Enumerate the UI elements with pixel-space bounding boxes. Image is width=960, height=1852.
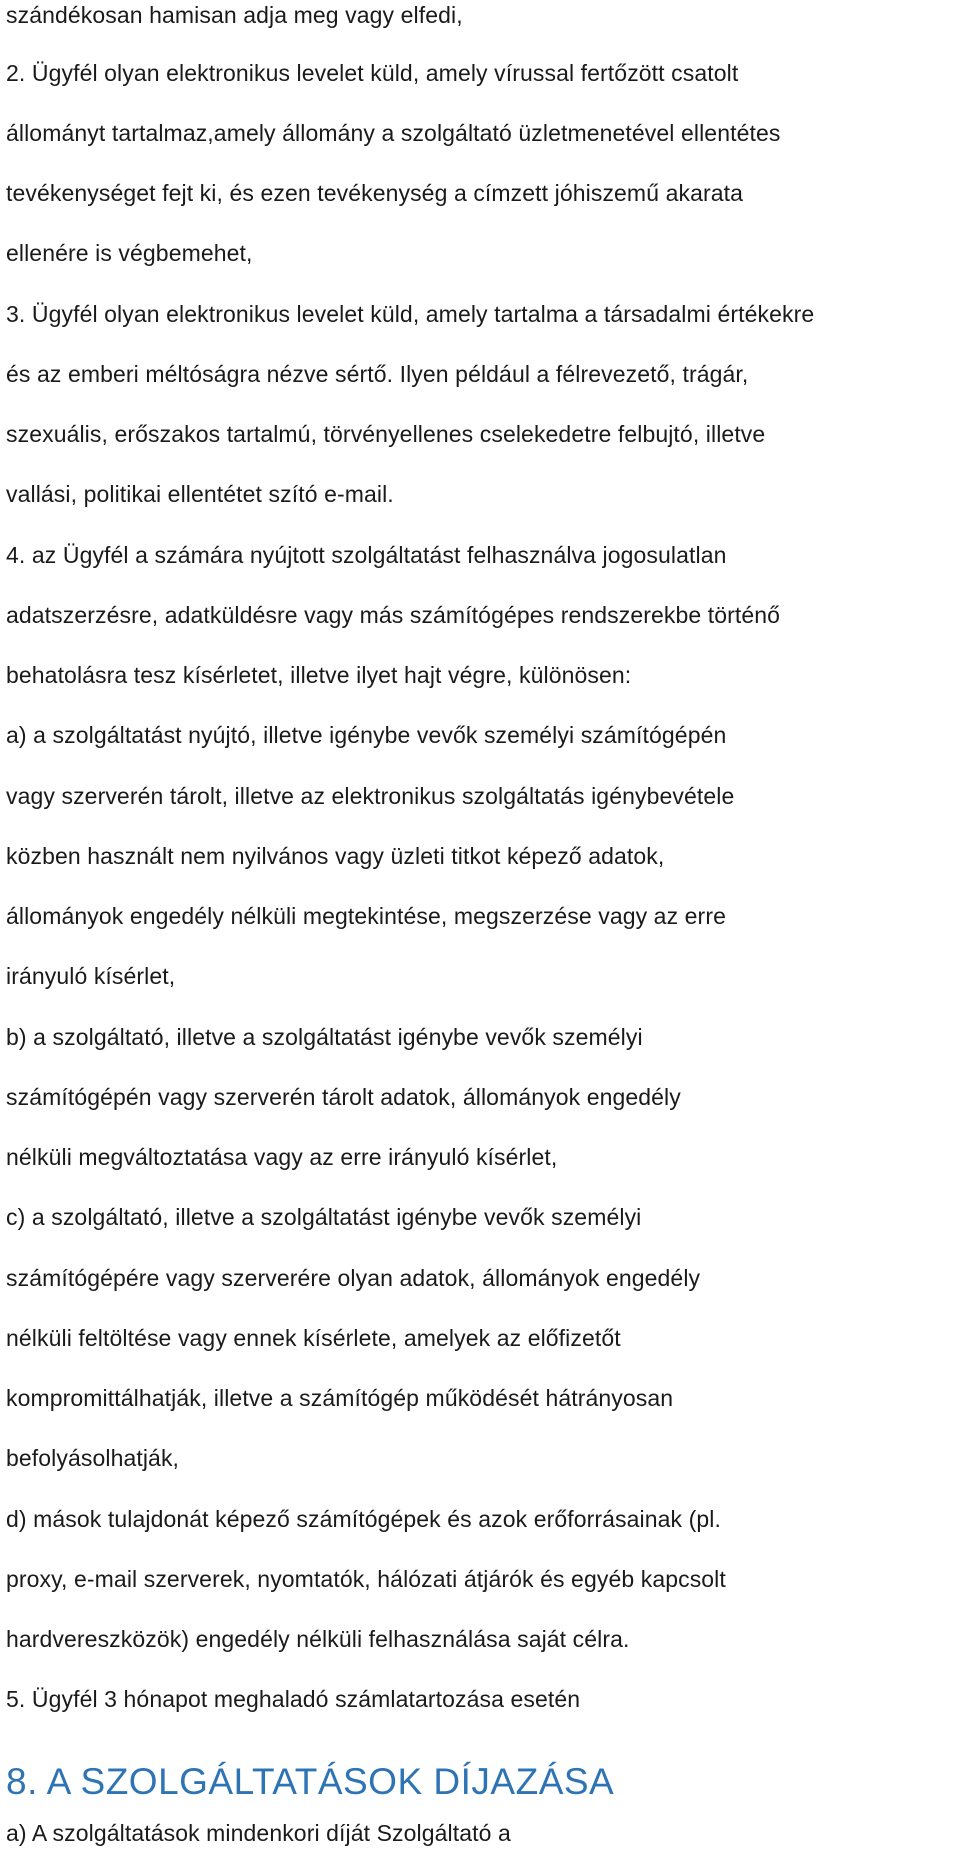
text-line: ellenére is végbemehet,: [6, 240, 253, 266]
text-line: vagy szerverén tárolt, illetve az elektronikus szolgáltatás igénybevétele: [6, 783, 735, 809]
text-line: szexuális, erőszakos tartalmú, törvényellenes cselekedetre felbujtó, illetve: [6, 421, 766, 447]
text-line: irányuló kísérlet,: [6, 963, 176, 989]
text-line: adatszerzésre, adatküldésre vagy más számítógépes rendszerekbe történő: [6, 602, 781, 628]
text-line: nélküli megváltoztatása vagy az erre irányuló kísérlet,: [6, 1144, 558, 1170]
text-line: behatolásra tesz kísérletet, illetve ilyet hajt végre, különösen:: [6, 662, 632, 688]
text-line: c) a szolgáltató, illetve a szolgáltatást igénybe vevők személyi: [6, 1204, 642, 1230]
text-line: és az emberi méltóságra nézve sértő. Ilyen például a félrevezető, trágár,: [6, 361, 749, 387]
text-line: a) A szolgáltatások mindenkori díját Szolgáltató a: [6, 1820, 511, 1846]
text-line: a) a szolgáltatást nyújtó, illetve igénybe vevők személyi számítógépén: [6, 722, 727, 748]
text-line: proxy, e-mail szerverek, nyomtatók, hálózati átjárók és egyéb kapcsolt: [6, 1566, 726, 1592]
text-line: befolyásolhatják,: [6, 1445, 180, 1471]
text-line: vallási, politikai ellentétet szító e-mail.: [6, 481, 394, 507]
text-line: állományok engedély nélküli megtekintése, megszerzése vagy az erre: [6, 903, 726, 929]
text-line: 4. az Ügyfél a számára nyújtott szolgáltatást felhasználva jogosulatlan: [6, 542, 727, 568]
text-line: b) a szolgáltató, illetve a szolgáltatást igénybe vevők személyi: [6, 1024, 643, 1050]
text-line: közben használt nem nyilvános vagy üzleti titkot képező adatok,: [6, 843, 665, 869]
text-line: hardvereszközök) engedély nélküli felhasználása saját célra.: [6, 1626, 630, 1652]
text-line: tevékenységet fejt ki, és ezen tevékenység a címzett jóhiszemű akarata: [6, 180, 743, 206]
text-line: nélküli feltöltése vagy ennek kísérlete, amelyek az előfizetőt: [6, 1325, 621, 1351]
text-line: kompromittálhatják, illetve a számítógép működését hátrányosan: [6, 1385, 674, 1411]
text-line: állományt tartalmaz,amely állomány a szolgáltató üzletmenetével ellentétes: [6, 120, 781, 146]
section-heading: 8. A SZOLGÁLTATÁSOK DÍJAZÁSA: [6, 1761, 615, 1802]
text-line: 5. Ügyfél 3 hónapot meghaladó számlatartozása esetén: [6, 1686, 581, 1712]
text-line: számítógépén vagy szerverén tárolt adatok, állományok engedély: [6, 1084, 681, 1110]
text-line: 3. Ügyfél olyan elektronikus levelet küld, amely tartalma a társadalmi értékekre: [6, 301, 815, 327]
text-line: szándékosan hamisan adja meg vagy elfedi,: [6, 2, 463, 28]
text-line: d) mások tulajdonát képező számítógépek és azok erőforrásainak (pl.: [6, 1506, 721, 1532]
text-line: számítógépére vagy szerverére olyan adatok, állományok engedély: [6, 1265, 701, 1291]
text-line: 2. Ügyfél olyan elektronikus levelet küld, amely vírussal fertőzött csatolt: [6, 60, 739, 86]
